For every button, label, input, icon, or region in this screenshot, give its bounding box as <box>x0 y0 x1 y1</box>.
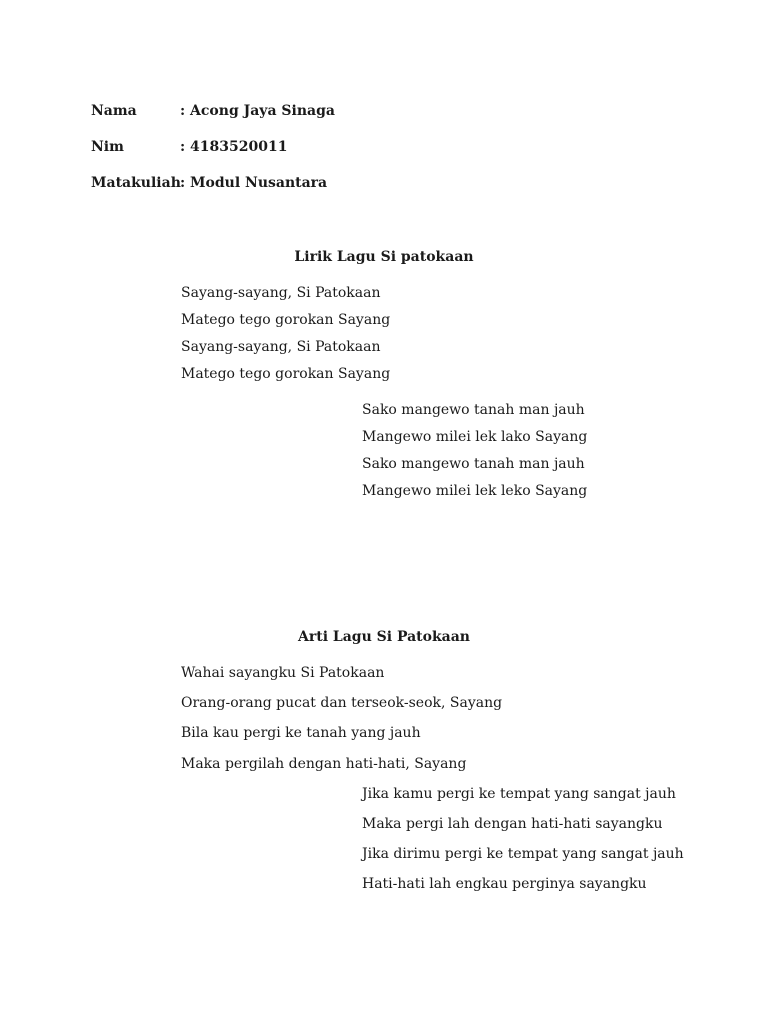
lyrics-line: Mangewo milei lek leko Sayang <box>362 483 588 499</box>
meaning-line: Maka pergi lah dengan hati-hati sayangku <box>362 816 663 832</box>
field-matakuliah-value: : Modul Nusantara <box>180 175 328 191</box>
field-matakuliah-label: Matakuliah <box>91 175 181 191</box>
lyrics-line: Sayang-sayang, Si Patokaan <box>181 339 381 355</box>
field-nim-label: Nim <box>91 139 124 155</box>
meaning-line: Jika dirimu pergi ke tempat yang sangat jauh <box>362 846 684 862</box>
lyrics-line: Sako mangewo tanah man jauh <box>362 402 585 418</box>
lyrics-line: Matego tego gorokan Sayang <box>181 312 391 328</box>
meaning-line: Jika kamu pergi ke tempat yang sangat jauh <box>362 786 676 802</box>
meaning-line: Hati-hati lah engkau perginya sayangku <box>362 876 647 892</box>
lyrics-line: Matego tego gorokan Sayang <box>181 366 391 382</box>
field-nama-value: : Acong Jaya Sinaga <box>180 103 335 119</box>
lyrics-title: Lirik Lagu Si patokaan <box>294 249 474 265</box>
field-nama-label: Nama <box>91 103 137 119</box>
meaning-line: Maka pergilah dengan hati-hati, Sayang <box>181 756 467 772</box>
field-nim-value: : 4183520011 <box>180 139 288 155</box>
meaning-title: Arti Lagu Si Patokaan <box>297 629 470 645</box>
meaning-line: Wahai sayangku Si Patokaan <box>181 665 385 681</box>
lyrics-line: Sako mangewo tanah man jauh <box>362 456 585 472</box>
meaning-line: Bila kau pergi ke tanah yang jauh <box>181 725 421 741</box>
meaning-line: Orang-orang pucat dan terseok-seok, Sayang <box>181 695 503 711</box>
lyrics-line: Sayang-sayang, Si Patokaan <box>181 285 381 301</box>
lyrics-line: Mangewo milei lek lako Sayang <box>362 429 588 445</box>
